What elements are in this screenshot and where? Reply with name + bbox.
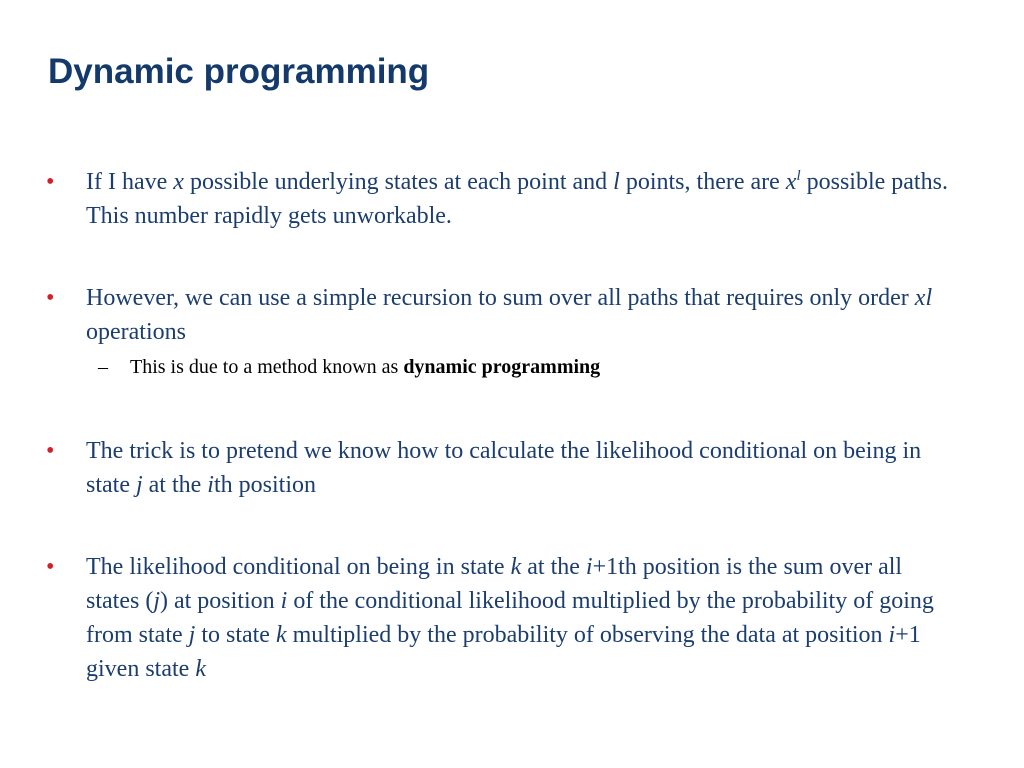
variable-l: l <box>613 169 620 195</box>
bullet-1-text-4: possible paths. This number rapidly gets unworkable. <box>86 169 948 229</box>
bullet-marker: • <box>46 554 55 580</box>
variable-x: x <box>173 169 184 195</box>
power-exponent: l <box>796 168 801 184</box>
bullet-4-text-8: +1 given state <box>86 622 921 682</box>
bullet-4-text-5: of the conditional likelihood multiplied by the probability of going from state <box>86 588 934 648</box>
variable-xl: xl <box>914 285 933 311</box>
bullet-item-3 <box>46 434 956 502</box>
power-base: x <box>785 169 797 195</box>
variable-j: j <box>153 588 160 614</box>
bullet-4-text-4: ) at position <box>159 588 281 614</box>
bullet-4-text-1: The likelihood conditional on being in state <box>86 554 511 580</box>
variable-i: i <box>888 622 896 648</box>
bullet-item-2 <box>46 281 956 381</box>
sub-bullet-item <box>86 353 956 381</box>
sub-bullet-bold-term: dynamic programming <box>403 356 601 378</box>
bullet-3-text-1: The trick is to pretend we know how to calculate the likelihood conditional on being in state <box>86 438 922 498</box>
bullet-4-text-2: at the <box>521 554 586 580</box>
variable-i: i <box>585 554 593 580</box>
bullet-3-text-3: th position <box>213 472 316 498</box>
variable-k: k <box>195 656 206 682</box>
bullet-marker: • <box>46 285 55 311</box>
bullet-item-1 <box>46 165 956 233</box>
bullet-marker: • <box>46 169 55 195</box>
variable-i: i <box>280 588 288 614</box>
variable-j: j <box>135 472 143 498</box>
bullet-3-text-2: at the <box>142 472 208 498</box>
bullet-4-text-3: +1th position is the sum over all states ( <box>86 554 903 614</box>
bullet-2-text-1: However, we can use a simple recursion to sum over all paths that requires only order <box>86 285 915 311</box>
sub-bullet-text: This is due to a method known as <box>130 356 404 378</box>
bullet-4-text-7: multiplied by the probability of observing the data at position <box>286 622 889 648</box>
bullet-item-4 <box>46 550 956 686</box>
sub-bullet-marker: – <box>98 356 108 378</box>
bullet-2-text-2: operations <box>86 319 186 345</box>
variable-j: j <box>188 622 196 648</box>
variable-k: k <box>275 622 287 648</box>
bullet-4-text-6: to state <box>195 622 276 648</box>
slide-title: Dynamic programming <box>48 52 430 91</box>
variable-i: i <box>207 472 214 498</box>
bullet-1-text-3: points, there are <box>619 169 786 195</box>
variable-k: k <box>510 554 522 580</box>
bullet-1-text-1: If I have <box>86 169 174 195</box>
bullet-1-text-2: possible underlying states at each point and <box>183 169 614 195</box>
bullet-marker: • <box>46 438 55 464</box>
